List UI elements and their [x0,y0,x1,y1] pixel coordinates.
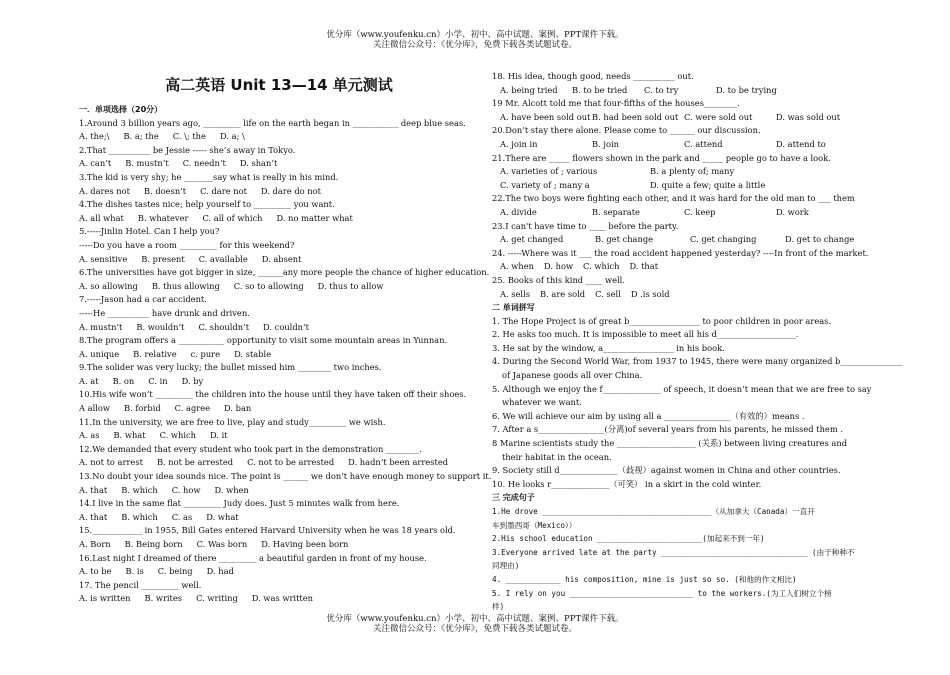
question-16-options [79,565,484,579]
option: A allow [79,403,110,414]
question-11-options [79,429,484,443]
option: C. shouldn’t [198,321,250,332]
question-13: 13.No doubt your idea sounds nice. The point is ______ we don’t have enough money to support it. [79,471,492,482]
question-22: 22.The two boys were fighting each other, and it was hard for the old man to ___ them [492,193,855,204]
spelling-line-2: 2. He asks too much. It is impossible to meet all his d___________________. [492,329,799,340]
section-3-title: 三 完成句子 [492,493,535,503]
question-18-options [492,84,872,98]
question-23: 23.I can't have time to ____ before the party. [492,220,679,231]
option: C. all of which [202,212,263,223]
option: A. at [79,375,99,386]
question-4-options [79,212,484,226]
question-3-options [79,185,484,199]
question-14: 14.I live in the same flat _________ Judy does. Just 5 minutes walk from here. [79,498,400,509]
option: B. wouldn’t [136,321,185,332]
page-header [0,30,950,50]
option: C. dare not [200,185,247,196]
completion-line-6: 4. ____________ his composition, mine is just so so. (和他的作文相比) [492,574,797,584]
question-24: 24. -----Where was it ___ the road accident happened yesterday? ----In front of the market. [492,247,869,258]
option: B. join [592,138,619,149]
spelling-line-7: whatever we want. [502,397,582,408]
footer-line-2: 关注微信公众号：《优分库》，免费下载各类试题试卷。 [372,624,577,634]
question-15-options [79,538,484,552]
option: D. stable [234,348,272,359]
question-5-line-2: -----Do you have a room _________ for this weekend? [79,239,295,250]
option: B. to be tried [572,84,628,95]
option: D. how [543,261,574,272]
option: C. how [171,484,201,495]
left-column [79,103,492,606]
option: A. so allowing [79,280,138,291]
question-7-line-2: -----He __________ have drunk and driven. [79,307,250,318]
question-24-options [492,260,872,274]
option: B. a plenty of; many [650,166,735,177]
header-line-2: 关注微信公众号：《优分库》，免费下载各类试题试卷。 [372,40,577,50]
spelling-line-5: of Japanese goods all over China. [502,370,643,381]
completion-line-7: 5. I rely on you ___________________________ to the workers.(为工人们树立个榜 [492,588,832,598]
option: D. it [210,430,228,441]
question-20-options [492,138,872,152]
question-10: 10.His wife won’t _________ the children into the house until they have taken off their shoes. [79,389,467,400]
question-25-options [492,288,872,302]
completion-line-3: 2.His school education _______________________(加起来不到一年) [492,534,765,544]
option: c. pure [190,348,221,359]
question-2-options [79,157,484,171]
option: C. needn’t [182,158,226,169]
option: B. whatever [137,212,189,223]
option: D. that [629,261,659,272]
option: C. being [157,566,193,577]
question-21-options-2 [492,179,872,193]
question-5: 5.-----Jinlin Hotel. Can I help you? [79,226,220,237]
option: C. variety of ; many a [500,179,590,190]
option: B. not be arrested [156,457,234,468]
option: B. on [112,375,135,386]
option: A. that [79,511,108,522]
spelling-line-4: 4. During the Second World War, from 1937 to 1945, there were many organized b_______________ [492,356,903,367]
option: D. attend to [776,138,826,149]
option: A. that [79,484,108,495]
option: B. mustn’t [125,158,169,169]
option: C. available [198,253,248,264]
option: B. writes [144,593,183,604]
question-11: 11.In the university, we are free to live, play and study_________ we wish. [79,416,386,427]
option: C. get changing [690,234,757,245]
option: D. couldn’t [263,321,309,332]
spelling-line-3: 3. He sat by the window, a_________________ in his book. [492,342,725,353]
spelling-line-6: 5. Although we enjoy the f______________ of speech, it doesn’t mean that we are free to say [492,383,872,394]
spelling-line-11: their habitat in the ocean. [502,451,612,462]
option: B. had been sold out [592,111,679,122]
option: B. what [113,430,146,441]
option: D. Having been born [261,539,349,549]
option: A. the;\ [79,131,110,142]
option: D. hadn’t been arrested [348,457,449,468]
option: B. thus allowing [151,280,220,291]
question-7: 7.-----Jason had a car accident. [79,294,207,305]
option: A. get changed [500,234,564,245]
option: B. which [121,511,158,522]
question-17-options [79,592,484,606]
option: A. as [79,430,100,441]
option: B. is [125,566,144,577]
option: D. had [206,566,234,577]
option: A. unique [79,348,120,359]
question-21-options [492,165,872,179]
option: A. not to arrest [79,457,143,468]
question-5-options [79,253,484,267]
option: C. sell [595,288,621,299]
option: A. have been sold out [500,111,591,122]
question-18: 18. His idea, though good, needs __________ out. [492,71,694,81]
question-16: 16.Last night I dreamed of there _________ a beautiful garden in front of my house. [79,552,427,563]
question-20: 20.Don’t stay there alone. Please come to ______ our discussion. [492,125,761,136]
question-4: 4.The dishes tastes nice; help yourself to _________ you want. [79,199,335,210]
spelling-line-13: 10. He looks r______________（可笑） in a skirt in the cold winter. [492,478,762,489]
question-17: 17. The pencil _________ well. [79,579,202,590]
question-21: 21.There are _____ flowers shown in the park and _____ people go to have a look. [492,152,831,163]
completion-line-8: 样) [492,602,505,612]
option: B. get change [595,234,654,245]
header-line-1: 优分库（www.youfenku.cn）小学、初中、高中试题、案例、PPT课件下载。 [326,30,624,40]
option: D. thus to allow [317,280,384,291]
option: A. divide [500,206,537,217]
question-2: 2.That __________ be Jessie ----- she’s away in Tokyo. [79,144,296,155]
option: D. by [181,375,204,386]
option: C. in [148,375,168,386]
completion-line-2: 车到墨西哥（Mexico）） [492,520,577,530]
question-12-options [79,456,484,470]
option: B. a; the [123,131,159,142]
question-9: 9.The solider was very lucky; the bullet missed him ________ two inches. [79,362,382,373]
option: D. no matter what [276,212,353,223]
option: A. dares not [79,185,130,196]
question-25: 25. Books of this kind ____ well. [492,274,625,285]
option: D. get to change [785,234,855,245]
question-19: 19 Mr. Alcott told me that four-fifths of the houses________. [492,98,740,109]
completion-line-5: 同理由) [492,561,520,571]
option: C. attend [684,138,723,149]
question-6-options [79,280,484,294]
option: D. dare do not [260,185,321,196]
question-19-options [492,111,872,125]
option: C. so to allowing [233,280,304,291]
option: D. absent [261,253,302,264]
page-title: 高二英语 Unit 13—14 单元测试 [165,76,393,94]
option: C. as [171,511,193,522]
option: D. work [776,206,809,217]
spelling-line-12: 9. Society still d______________（歧视）against women in China and other countries. [492,465,841,476]
option: C. which [583,261,620,272]
spelling-line-8: 6. We will achieve our aim by using all a ________________（有效的）means . [492,410,805,421]
option: A. all what [79,212,124,223]
option: A. to be [79,566,112,577]
option: D. what [206,511,239,522]
option: C. writing [196,593,238,604]
question-8-options [79,348,484,362]
question-10-options [79,402,484,416]
question-3: 3.The kid is very shy; he _______say what is really in his mind. [79,171,339,182]
option: A. varieties of ; various [500,166,598,177]
question-7-options [79,321,484,335]
option: A. is written [79,593,131,604]
option: C. to try [644,84,679,95]
option: C. were sold out [684,111,753,122]
option: A. Born [79,539,111,549]
option: C. keep [684,206,716,217]
option: D .is sold [630,288,670,299]
option: D. to be trying [716,84,777,95]
question-1: 1.Around 3 billion years ago, _________ life on the earth began in ___________ deep blue seas. [79,117,466,128]
option: B. are sold [540,288,586,299]
option: C. which [159,430,197,441]
option: B. forbid [123,403,161,414]
option: B. doesn’t [143,185,187,196]
option: A. being tried [500,84,558,95]
question-15: 15.____________ in 1955, Bill Gates entered Harvard University when he was 18 years old. [79,525,456,536]
question-13-options [79,484,484,498]
option: D. when [214,484,249,495]
option: D. shan’t [239,158,278,169]
page-footer [0,614,950,634]
spelling-line-9: 7. After a s________________(分离)of several years from his parents, he missed them . [492,424,843,435]
question-14-options [79,511,484,525]
option: C. Was born [196,539,248,549]
question-1-options [79,130,484,144]
option: A. sells [500,288,530,299]
option: A. mustn’t [79,321,123,332]
option: B. Being born [124,539,183,549]
option: D. was written [251,593,313,604]
option: D. quite a few; quite a little [650,179,766,190]
spelling-line-1: 1. The Hope Project is of great b_________________ to poor children in poor areas. [492,315,832,326]
option: A. can’t [79,158,112,169]
question-23-options [492,233,872,247]
question-8: 8.The program offers a ___________ opportunity to visit some mountain areas in Yunnan. [79,335,448,346]
option: A. when [500,261,534,272]
footer-line-1: 优分库（www.youfenku.cn）小学、初中、高中试题、案例、PPT课件下载。 [326,614,624,624]
question-9-options [79,375,484,389]
option: A. sensitive [79,253,128,264]
option: D. a; \ [219,131,245,142]
option: B. which [121,484,158,495]
question-22-options [492,206,872,220]
option: C. agree [174,403,211,414]
section-1-title: 一．单项选择（20分） [79,105,163,114]
right-column [492,70,903,614]
question-12: 12.We demanded that every student who took part in the demonstration ________. [79,443,422,454]
section-2-title: 二 单词拼写 [492,303,535,313]
option: C. \; the [172,131,206,142]
question-6: 6.The universities have got bigger in size, ______any more people the chance of higher education. [79,267,490,278]
option: C. not to be arrested [247,457,335,468]
spelling-line-10: 8 Marine scientists study the ___________________ (关系) between living creatures and [492,438,848,449]
option: A. join in [500,138,538,149]
completion-line-1: 1.He drove _____________________________________（从加拿大（Canada）一直开 [492,507,815,516]
option: D. ban [224,403,252,414]
option: D. was sold out [776,111,841,122]
completion-line-4: 3.Everyone arrived late at the party ________________________________ (由于种种不 [492,547,855,557]
option: B. separate [592,206,640,217]
option: B. relative [133,348,177,359]
option: B. present [141,253,185,264]
